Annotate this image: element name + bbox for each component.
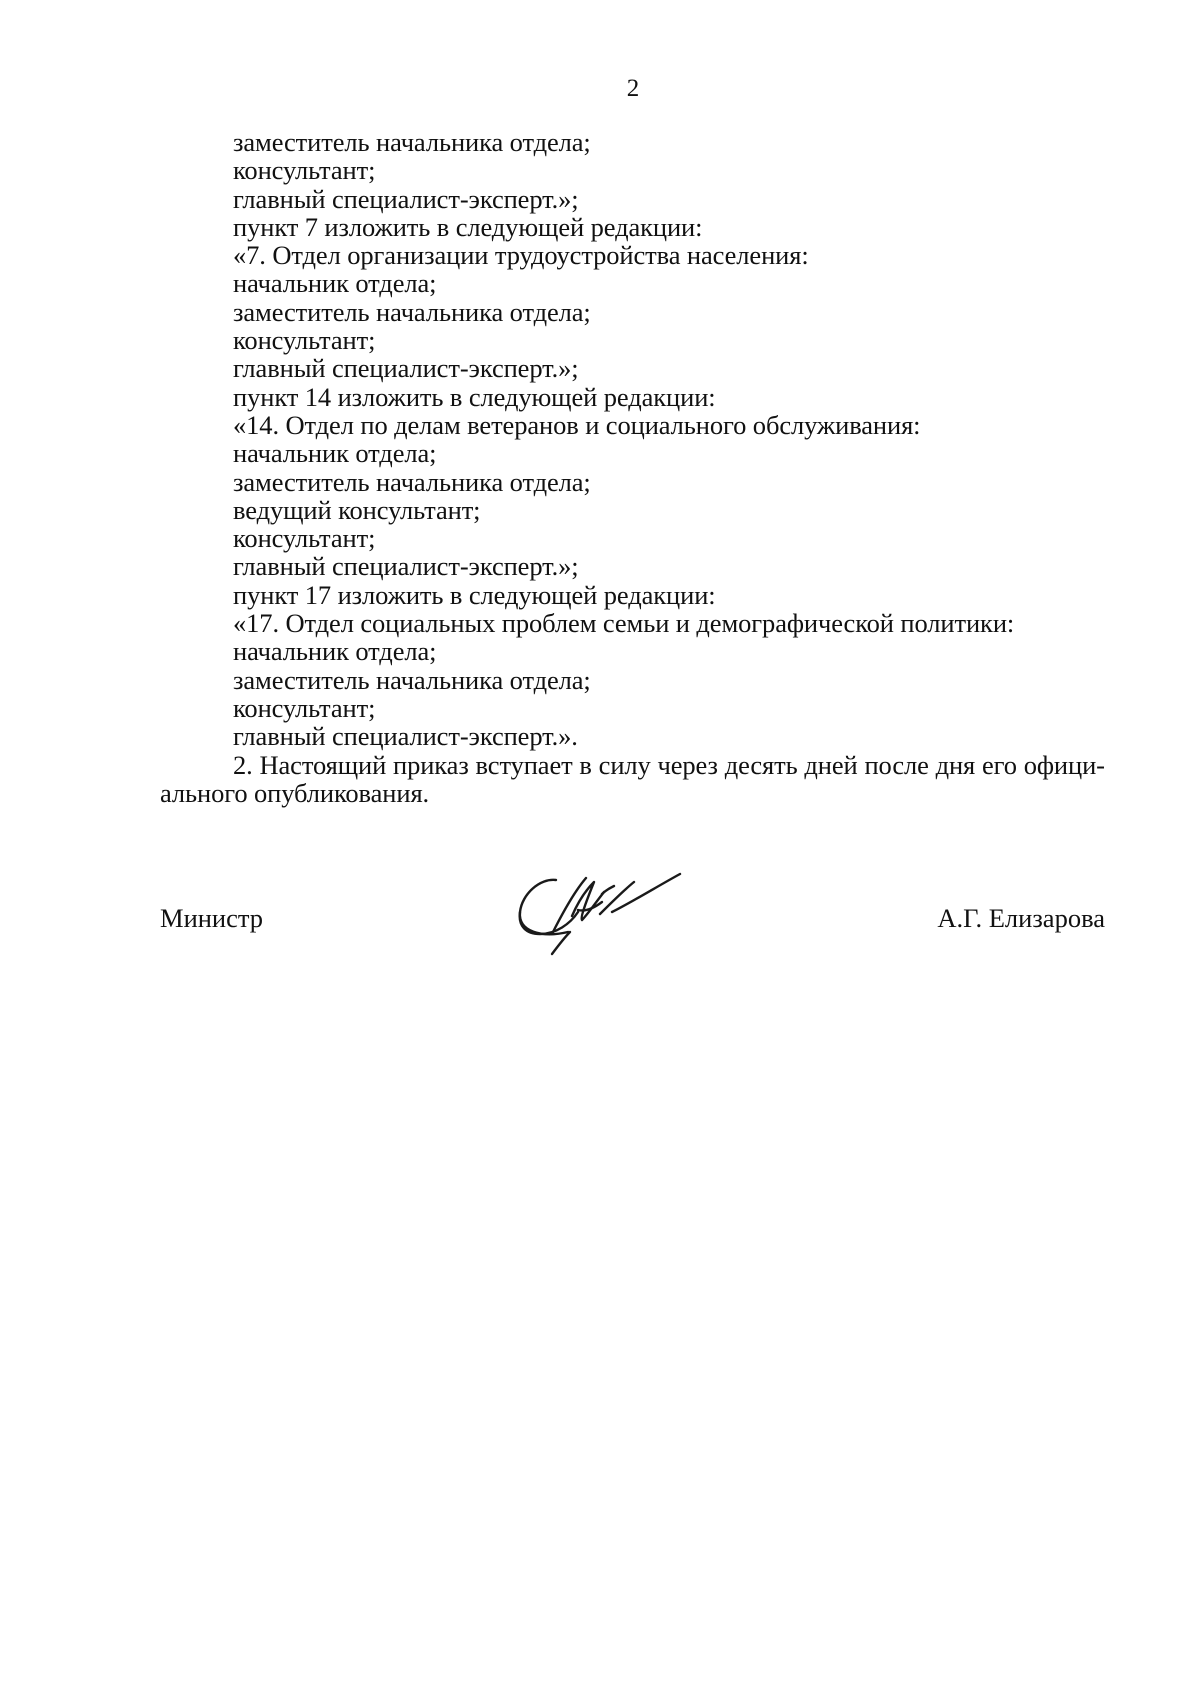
- amendment-instruction: пункт 14 изложить в следующей редакции:: [233, 381, 716, 412]
- list-item: заместитель начальника отдела;: [233, 127, 591, 157]
- list-item: консультант;: [233, 155, 376, 186]
- handwritten-signature: [512, 872, 692, 956]
- section-heading: «17. Отдел социальных проблем семьи и демографической политики:: [233, 608, 1015, 639]
- section-heading: «7. Отдел организации трудоустройства населения:: [233, 240, 809, 271]
- signatory-title: Министр: [160, 903, 264, 933]
- amendment-instruction: пункт 7 изложить в следующей редакции:: [233, 211, 703, 242]
- list-item: заместитель начальника отдела;: [233, 664, 591, 695]
- list-item: главный специалист-эксперт.»;: [233, 353, 579, 384]
- section-heading: «14. Отдел по делам ветеранов и социального обслуживания:: [233, 409, 921, 440]
- list-item: заместитель начальника отдела;: [233, 296, 591, 327]
- list-item: начальник отдела;: [233, 636, 437, 667]
- list-item: главный специалист-эксперт.»;: [233, 183, 579, 214]
- list-item: начальник отдела;: [233, 268, 437, 299]
- page-number: 2: [626, 75, 640, 102]
- list-item: главный специалист-эксперт.».: [233, 721, 578, 752]
- final-paragraph: 2. Настоящий приказ вступает в силу через десять дней после дня его официального опубликования.: [160, 749, 1105, 808]
- list-item: консультант;: [233, 523, 376, 554]
- amendment-instruction: пункт 17 изложить в следующей редакции:: [233, 579, 716, 610]
- document-body: [160, 128, 1105, 807]
- list-item: ведущий консультант;: [233, 494, 481, 525]
- list-item: главный специалист-эксперт.»;: [233, 551, 579, 582]
- list-item: консультант;: [233, 692, 376, 723]
- list-item: консультант;: [233, 325, 376, 356]
- signatory-name: А.Г. Елизарова: [937, 903, 1105, 933]
- list-item: начальник отдела;: [233, 438, 437, 469]
- list-item: заместитель начальника отдела;: [233, 466, 591, 497]
